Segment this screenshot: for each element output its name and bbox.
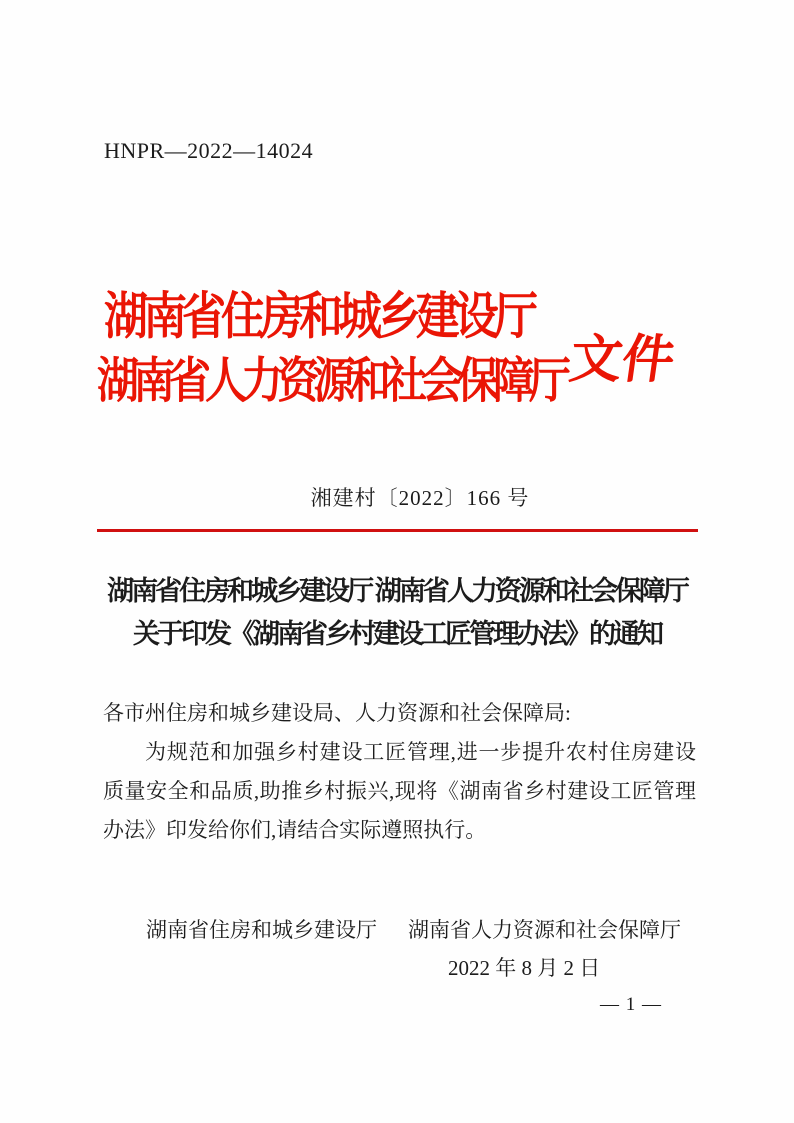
document-title	[0, 570, 794, 656]
header-department-line-2: 湖南省人力资源和社会保障厅	[97, 355, 566, 409]
document-issue-number: 湘建村〔2022〕166 号	[310, 486, 530, 510]
signature-date: 2022 年 8 月 2 日	[448, 956, 601, 980]
page-number: — 1 —	[600, 994, 662, 1015]
body-salutation: 各市州住房和城乡建设局、人力资源和社会保障局:	[103, 701, 571, 725]
document-registration-code: HNPR—2022—14024	[104, 138, 314, 163]
header-wenjian-suffix: 文件	[566, 332, 679, 389]
header-department-line-1: 湖南省住房和城乡建设厅	[104, 288, 533, 345]
signature-line	[146, 914, 681, 944]
red-divider-rule	[97, 529, 698, 532]
document-title-line-1: 湖南省住房和城乡建设厅 湖南省人力资源和社会保障厅	[107, 576, 687, 606]
signature-department-1: 湖南省住房和城乡建设厅	[146, 918, 377, 942]
document-title-line-2: 关于印发《湖南省乡村建设工匠管理办法》的通知	[133, 619, 661, 649]
body-paragraph: 为规范和加强乡村建设工匠管理,进一步提升农村住房建设质量安全和品质,助推乡村振兴,现将《湖南省乡村建设工匠管理办法》印发给你们,请结合实际遵照执行。	[103, 740, 696, 842]
signature-department-2: 湖南省人力资源和社会保障厅	[408, 918, 681, 942]
document-body	[103, 694, 696, 850]
